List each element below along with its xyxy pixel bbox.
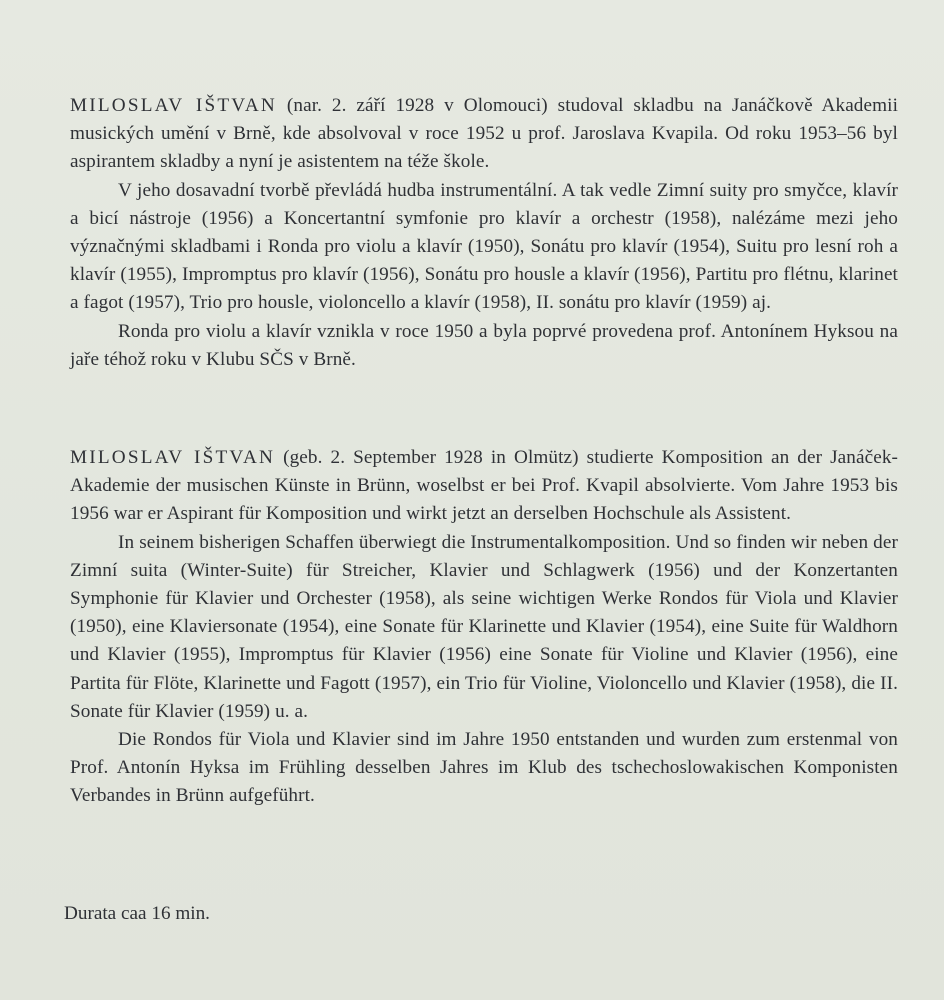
- czech-paragraph-1: [70, 92, 898, 177]
- german-paragraph-3: Die Rondos für Viola und Klavier sind im Jahre 1950 entstanden und wurden zum erstenmal von Prof. Antonín Hyksa im Frühling desselben Jahres im Klub des tschechoslowakischen Komponisten Verbandes in Brünn aufgeführt.: [70, 729, 898, 807]
- composer-name: MILOSLAV IŠTVAN: [70, 95, 277, 116]
- composer-name: MILOSLAV IŠTVAN: [70, 447, 276, 468]
- czech-paragraph-3: Ronda pro violu a klavír vznikla v roce 1950 a byla poprvé provedena prof. Antonínem Hyksou na jaře téhož roku v Klubu SČS v Brně.: [70, 320, 898, 370]
- duration-note: Durata caa 16 min.: [64, 903, 210, 924]
- czech-intro-text: (nar. 2. září 1928 v Olomouci) studoval skladbu na Janáčkově Akademii musických umění v Brně, kde absolvoval v roce 1952 u prof. Jaroslava Kvapila. Od roku 1953–56 byl aspirantem skladby a nyní je asistentem na téže škole.: [70, 95, 899, 173]
- german-biography: [70, 444, 898, 811]
- german-paragraph-2: In seinem bisherigen Schaffen überwiegt die Instrumentalkomposition. Und so finden wir neben der Zimní suita (Winter-Suite) für Streicher, Klavier und Schlagwerk (1956) und der Konzertanten Symphonie für Klavier und Orchester (1958), als seine wichtigen Werke Rondos für Viola und Klavier (1950), eine Klaviersonate (1954), eine Sonate für Klarinette und Klavier (1954), eine Suite für Waldhorn und Klavier (1955), Impromptus für Klavier (1956) eine Sonate für Violine und Klavier (1956), eine Partita für Flöte, Klarinette und Fagott (1957), ein Trio für Violine, Violoncello und Klavier (1958), die II. Sonate für Klavier (1959) u. a.: [70, 531, 898, 722]
- german-intro-text: (geb. 2. September 1928 in Olmütz) studierte Komposition an der Janáček-Akademie der musischen Künste in Brünn, woselbst er bei Prof. Kvapil absolvierte. Vom Jahre 1953 bis 1956 war er Aspirant für Komposition und wirkt jetzt an derselben Hochschule als Assistent.: [70, 447, 899, 525]
- czech-paragraph-2: V jeho dosavadní tvorbě převládá hudba instrumentální. A tak vedle Zimní suity pro smyčce, klavír a bicí nástroje (1956) a Koncertantní symfonie pro klavír a orchestr (1958), nalézáme mezi jeho význačnými skladbami i Ronda pro violu a klavír (1950), Sonátu pro klavír (1954), Suitu pro lesní roh a klavír (1955), Impromptus pro klavír (1956), Sonátu pro housle a klavír (1956), Partitu pro flétnu, klarinet a fagot (1957), Trio pro housle, violoncello a klavír (1958), II. sonátu pro klavír (1959) aj.: [70, 179, 898, 314]
- czech-biography: [70, 92, 898, 374]
- german-paragraph-1: [70, 444, 898, 529]
